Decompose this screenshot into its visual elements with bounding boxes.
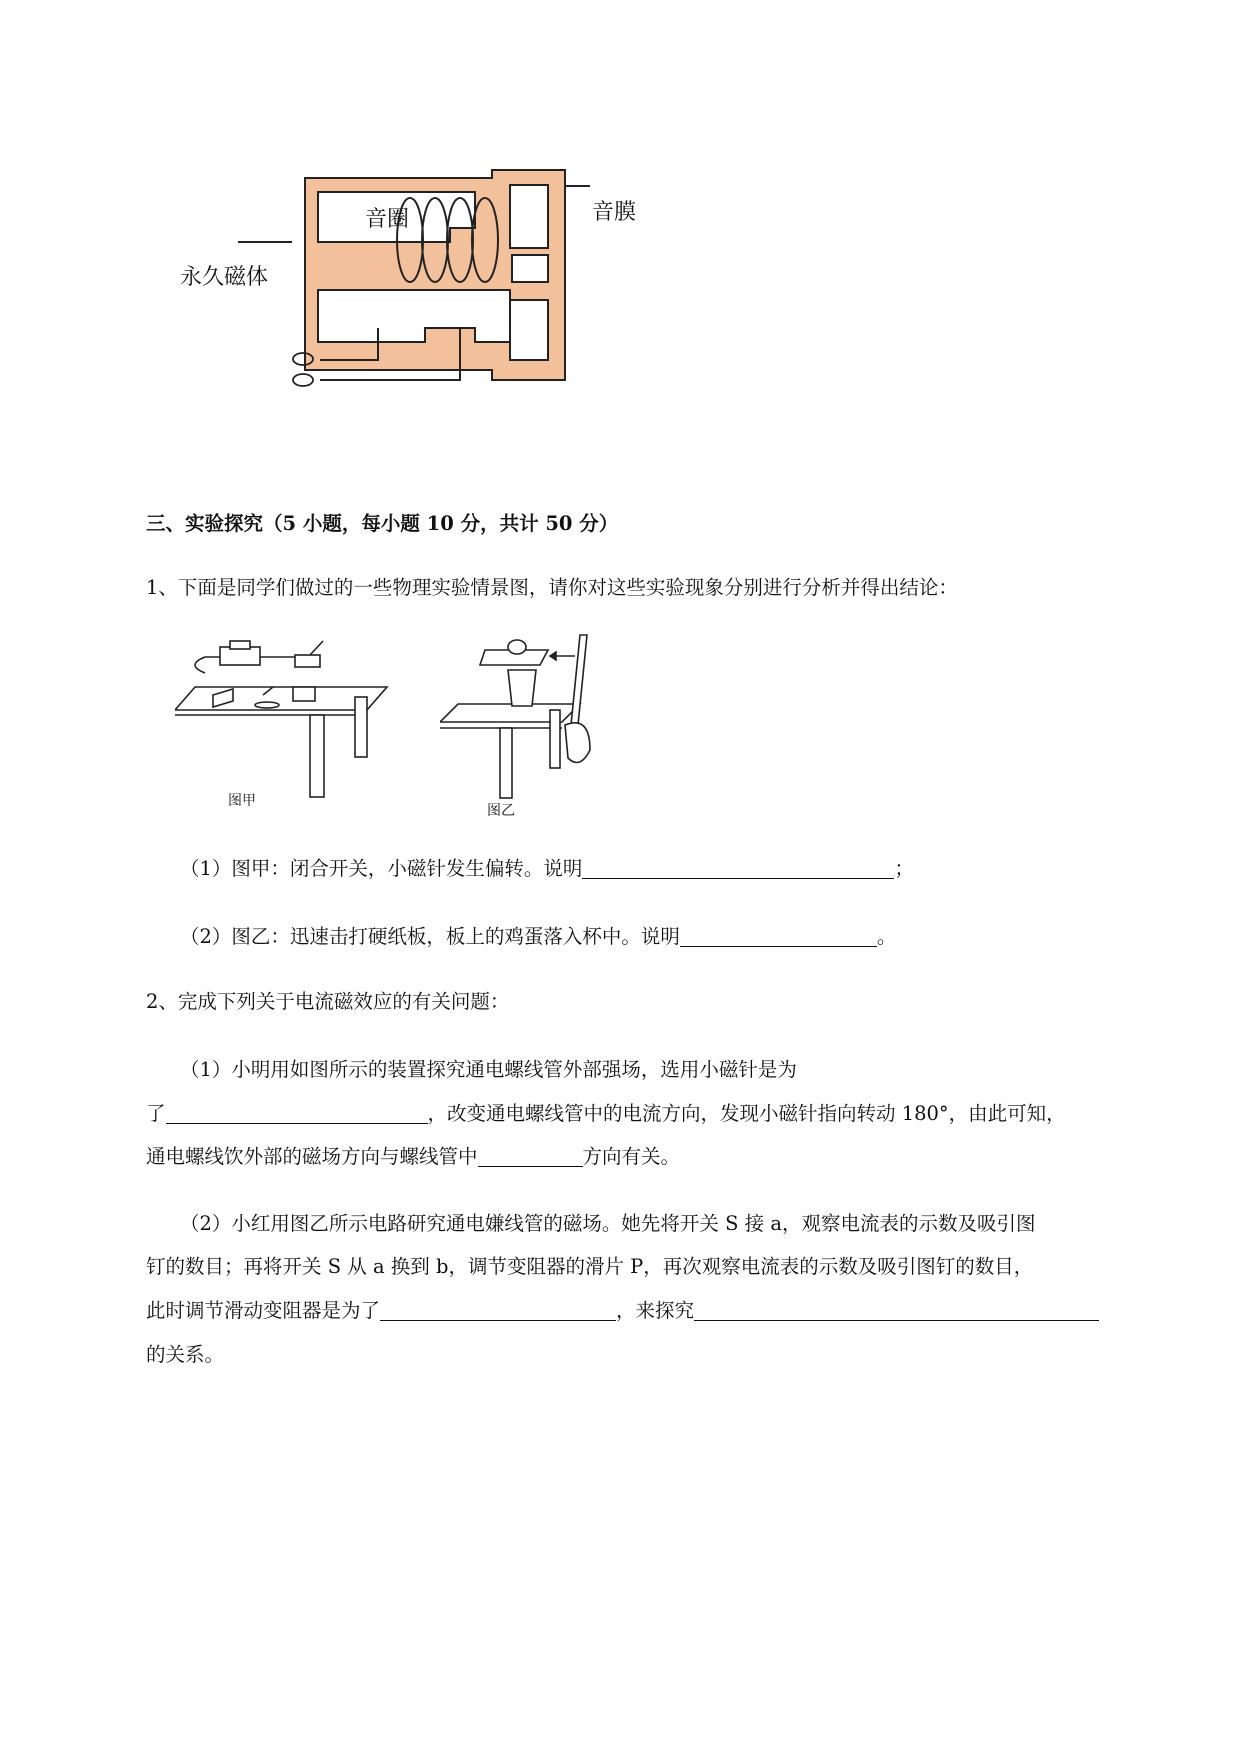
q2-p2-line2: 钉的数目；再将开关 S 从 a 换到 b，调节变阻器的滑片 P，再次观察电流表的示数及吸引图钉的数目， — [146, 1255, 1034, 1278]
figure-b-caption: 图乙 — [487, 803, 515, 819]
q2-p2-line4: 的关系。 — [146, 1343, 225, 1366]
q2-p1-line3-b: 方向有关。 — [582, 1145, 681, 1168]
section-heading: 三、实验探究（5 小题，每小题 10 分，共计 50 分） — [146, 512, 619, 535]
q2-p1-line2 — [146, 1100, 1066, 1128]
q2-p1-line3 — [146, 1143, 680, 1171]
q1-part1 — [180, 855, 914, 883]
q1-part1-text: （1）图甲：闭合开关，小磁针发生偏转。说明 — [180, 857, 583, 880]
q1-stem: 1、下面是同学们做过的一些物理实验情景图，请你对这些实验现象分别进行分析并得出结论： — [146, 576, 958, 599]
q2-stem: 2、完成下列关于电流磁效应的有关问题： — [146, 990, 510, 1013]
q2-p1-line3-a: 通电螺线饮外部的磁场方向与螺线管中 — [146, 1145, 478, 1168]
q1-part2-text: （2）图乙：迅速击打硬纸板，板上的鸡蛋落入杯中。说明 — [180, 925, 680, 948]
q2-p1-line1: （1）小明用如图所示的装置探究通电螺线管外部强场，选用小磁针是为 — [180, 1058, 797, 1081]
label-coil: 音圈 — [365, 207, 410, 232]
q2-p2-line3 — [146, 1297, 1099, 1325]
figure-a-table-experiment — [175, 635, 400, 805]
q2-p1-blank1[interactable] — [166, 1103, 428, 1124]
q2-p1-line2-b: ，改变通电螺线管中的电流方向，发现小磁针指向转动 180°，由此可知， — [427, 1102, 1066, 1125]
q2-p2-blank1[interactable] — [380, 1300, 616, 1321]
q2-p1-blank2[interactable] — [478, 1146, 583, 1167]
q2-p2-line1: （2）小红用图乙所示电路研究通电嫌线管的磁场。她先将开关 S 接 a，观察电流表的示数及吸引图 — [180, 1212, 1036, 1235]
q1-part2 — [180, 923, 896, 951]
diaphragm-cavity — [510, 185, 548, 248]
lower-right-cavity — [510, 300, 548, 360]
figure-a-caption: 图甲 — [228, 793, 256, 809]
q2-p1-line2-a: 了 — [146, 1102, 166, 1125]
label-magnet: 永久磁体 — [180, 265, 269, 290]
q2-p2-line3-a: 此时调节滑动变阻器是为了 — [146, 1299, 381, 1322]
q2-p2-blank2[interactable] — [694, 1300, 1099, 1321]
q1-part1-blank[interactable] — [582, 858, 894, 879]
figure-b-egg-experiment — [440, 630, 620, 800]
q2-p2-line3-b: ，来探究 — [616, 1299, 695, 1322]
q1-part2-end: 。 — [876, 925, 897, 948]
label-diaphragm: 音膜 — [592, 200, 637, 225]
lower-cavity — [318, 290, 510, 342]
q1-part1-end: ； — [894, 857, 914, 880]
q1-part2-blank[interactable] — [680, 926, 877, 947]
inner-bore — [512, 255, 548, 282]
